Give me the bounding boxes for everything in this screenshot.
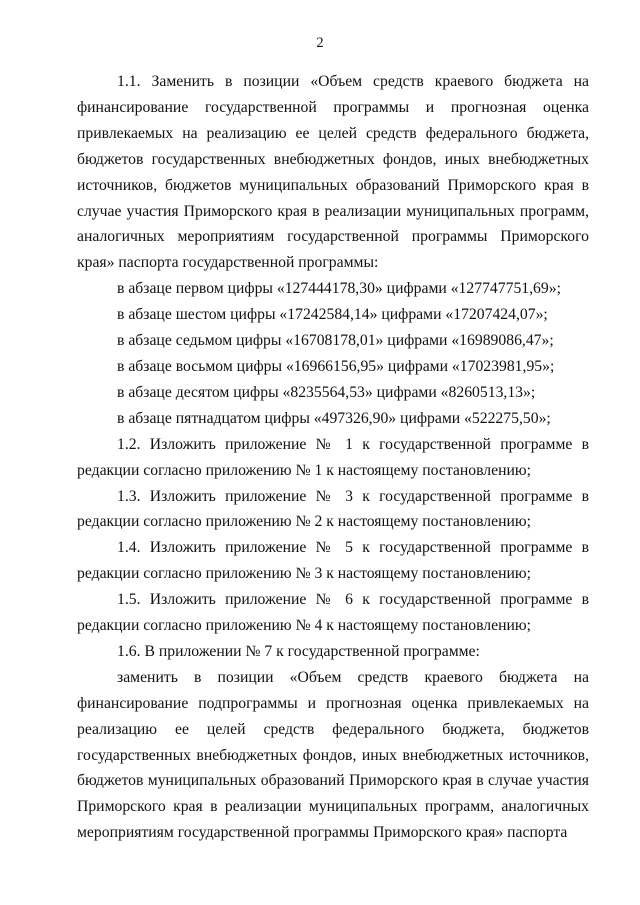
paragraph-1-5: 1.5. Изложить приложение № 6 к государственной программе в редакции согласно приложению № 4 к настоящему постановлению; bbox=[77, 591, 589, 635]
list-item: в абзаце шестом цифры «17242584,14» цифрами «17207424,07»; bbox=[117, 306, 548, 324]
paragraph-1-3: 1.3. Изложить приложение № 3 к государственной программе в редакции согласно приложению № 2 к настоящему постановлению; bbox=[77, 487, 589, 531]
paragraph-1-6-text: заменить в позиции «Объем средств краевого бюджета на финансирование подпрограммы и прогнозная оценка привлекаемых на реализацию ее целей средств федерального бюджета, бюджетов государственных внебюджетных фондов, иных внебюджетных источников, бюджетов муниципальных образований Приморского края в случае участия Приморского края в реализации муниципальных программ, аналогичных мероприятиям государственной программы Приморского края» паспорта bbox=[77, 668, 589, 842]
list-item: в абзаце пятнадцатом цифры «497326,90» цифрами «522275,50»; bbox=[117, 409, 551, 427]
paragraph-1-2: 1.2. Изложить приложение № 1 к государственной программе в редакции согласно приложению № 1 к настоящему постановлению; bbox=[77, 435, 589, 479]
paragraph-1-1: 1.1. Заменить в позиции «Объем средств краевого бюджета на финансирование государственной программы и прогнозная оценка привлекаемых на реализацию ее целей средств федерального бюджета, бюджетов государственных внебюджетных фондов, иных внебюджетных источников, бюджетов муниципальных образований Приморского края в случае участия Приморского края в реализации муниципальных программ, аналогичных мероприятиям государственной программы Приморского края» паспорта государственной программы: bbox=[77, 73, 589, 272]
page-number: 2 bbox=[316, 35, 324, 51]
list-item: в абзаце первом цифры «127444178,30» цифрами «127747751,69»; bbox=[117, 280, 561, 298]
paragraph-1-4: 1.4. Изложить приложение № 5 к государственной программе в редакции согласно приложению № 3 к настоящему постановлению; bbox=[77, 539, 589, 583]
list-item: в абзаце восьмом цифры «16966156,95» цифрами «17023981,95»; bbox=[117, 357, 555, 375]
document-body bbox=[77, 69, 589, 846]
list-item: в абзаце седьмом цифры «16708178,01» цифрами «16989086,47»; bbox=[117, 332, 554, 350]
paragraph-1-6: 1.6. В приложении № 7 к государственной программе: bbox=[117, 642, 480, 660]
list-item: в абзаце десятом цифры «8235564,53» цифрами «8260513,13»; bbox=[117, 383, 536, 401]
